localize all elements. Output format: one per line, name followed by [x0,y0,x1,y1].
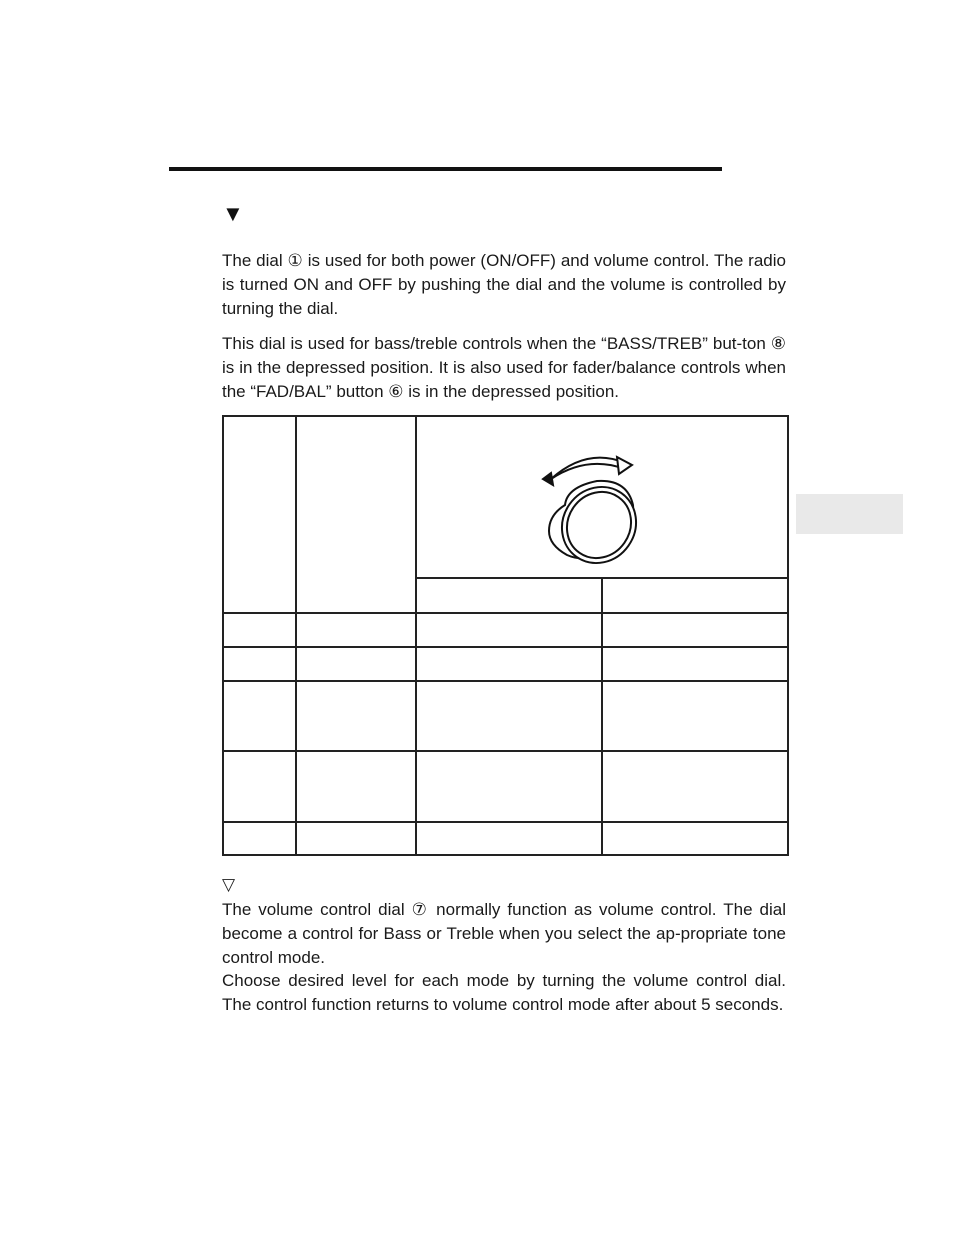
dial-tone-paragraph: This dial is used for bass/treble controls when the “BASS/TREB” but-ton ⑧ is in the depressed position. It is also used for fader/balance controls when the “FAD/BAL” button ⑥ is in the depressed position. [222,334,786,401]
chapter-tab [796,494,903,534]
note-marker: ▽ [222,875,236,894]
note-paragraph-2: Choose desired level for each mode by turning the volume control dial. The control function returns to volume control mode after about 5 seconds. [222,971,786,1014]
section-rule [169,167,722,171]
table-row [223,647,788,681]
table-subheader-cell [416,578,602,613]
table-header-cell [223,416,296,613]
table-row [223,681,788,751]
table-row [223,822,788,855]
table-row [223,613,788,647]
table-row [223,751,788,822]
section-heading-marker: ▼ [222,201,244,226]
table-subheader-cell [602,578,788,613]
rotary-dial-icon [537,445,667,567]
note-paragraph-1: The volume control dial ⑦ normally function as volume control. The dial become a control for Bass or Treble when you select the ap-propriate tone control mode. [222,900,786,967]
dial-power-volume-paragraph: The dial ① is used for both power (ON/OFF) and volume control. The radio is turned ON and OFF by pushing the dial and the volume is controlled by turning the dial. [222,251,786,318]
control-table [222,415,789,856]
table-header-cell [296,416,416,613]
dial-illustration-cell [416,416,788,578]
